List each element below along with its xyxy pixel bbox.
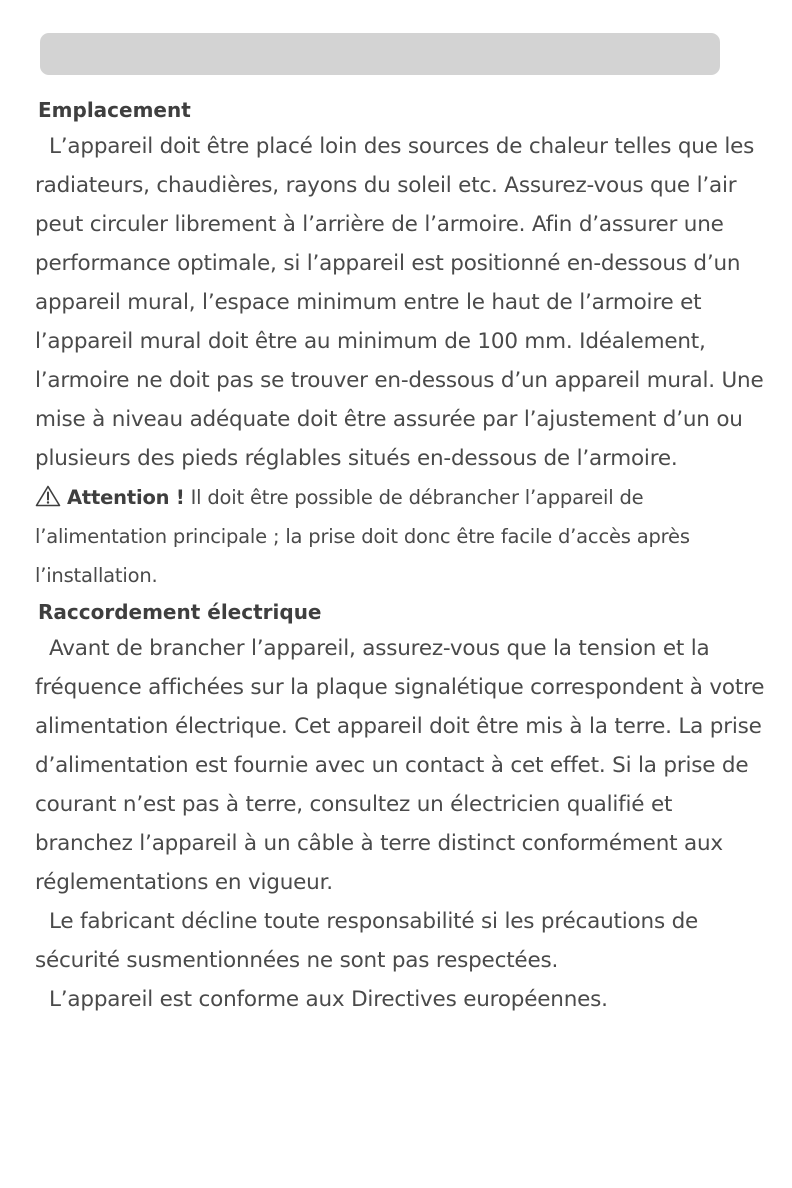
emplacement-paragraph: L’appareil doit être placé loin des sources de chaleur telles que les radiateurs, chaudières, rayons du soleil etc. Assurez-vous que l’air peut circuler librement à l’arrière de l’armoire. Afin d’assurer une performance optimale, si l’appareil est positionné en-dessous d’un appareil mural, l’espace minimum entre le haut de l’armoire et l’appareil mural doit être au minimum de 100 mm. Idéalement, l’armoire ne doit pas se trouver en-dessous d’un appareil mural. Une mise à niveau adéquate doit être assurée par l’ajustement d’un ou plusieurs des pieds réglables situés en-dessous de l’armoire. — [35, 134, 764, 471]
section-title-emplacement: Emplacement — [38, 98, 191, 122]
header-bar — [40, 33, 720, 75]
raccordement-paragraph-2: Le fabricant décline toute responsabilité si les précautions de sécurité susmentionnées ne sont pas respectées. — [35, 909, 699, 973]
page-content — [35, 93, 770, 1019]
raccordement-paragraph-3: L’appareil est conforme aux Directives européennes. — [49, 987, 608, 1012]
warning-note — [35, 478, 770, 595]
attention-label: Attention ! — [67, 486, 185, 509]
warning-text: Il doit être possible de débrancher l’appareil de l’alimentation principale ; la prise doit donc être facile d’accès après l’installation. — [35, 486, 690, 587]
warning-triangle-icon — [35, 485, 61, 507]
section-title-raccordement: Raccordement électrique — [38, 600, 322, 624]
raccordement-paragraph-1: Avant de brancher l’appareil, assurez-vous que la tension et la fréquence affichées sur la plaque signalétique correspondent à votre alimentation électrique. Cet appareil doit être mis à la terre. La prise d’alimentation est fournie avec un contact à cet effet. Si la prise de courant n’est pas à terre, consultez un électricien qualifié et branchez l’appareil à un câble à terre distinct conformément aux réglementations en vigueur. — [35, 636, 765, 895]
